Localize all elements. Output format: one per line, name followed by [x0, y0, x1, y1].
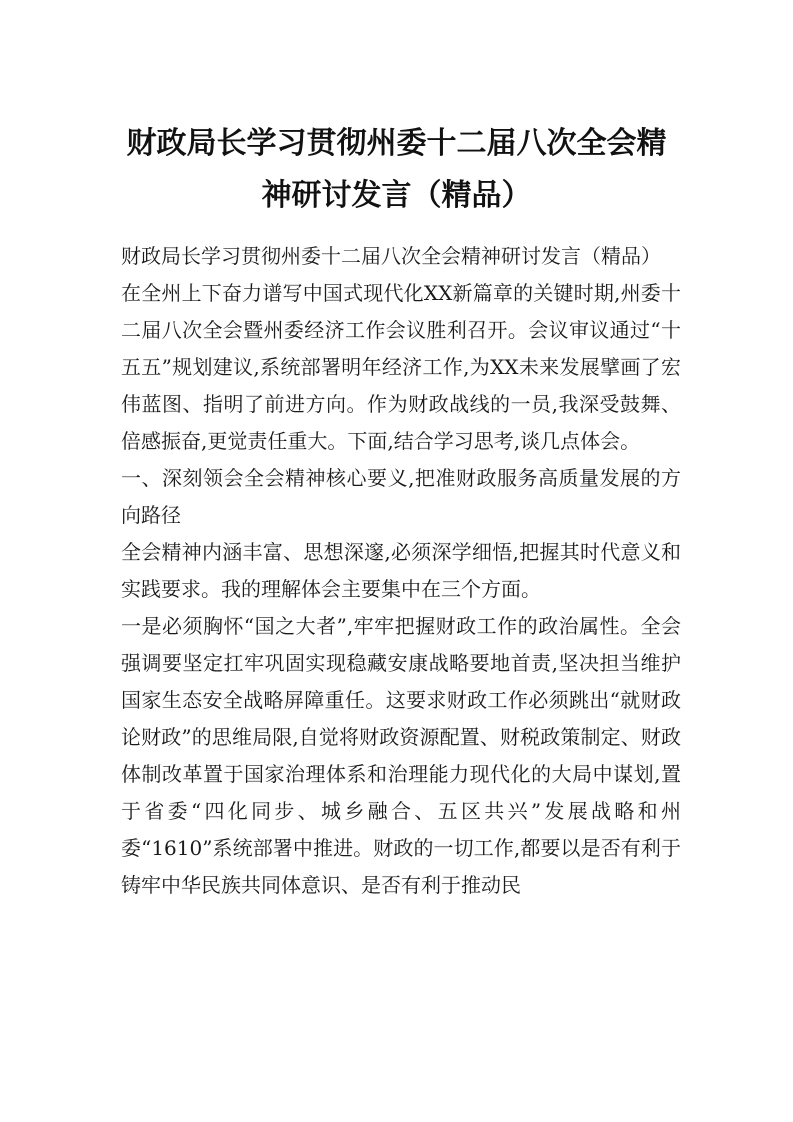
paragraph-repeat-title: 财政局长学习贯彻州委十二届八次全会精神研讨发言（精品）	[121, 244, 661, 268]
title-line-1: 财政局长学习贯彻州委十二届八次全会精	[126, 126, 667, 161]
document-title	[100, 118, 693, 222]
paragraph-point-1: 一是必须胸怀“国之大者”,牢牢把握财政工作的政治属性。全会强调要坚定扛牢巩固实现稳藏安康战略要地首责,坚决担当维护国家生态安全战略屏障重任。这要求财政工作必须跳出“就财政论财政”的思维局限,自觉将财政资源配置、财税政策制定、财政体制改革置于国家治理体系和治理能力现代化的大局中谋划,置于省委“四化同步、城乡融合、五区共兴”发展战略和州委“1610”系统部署中推进。财政的一切工作,都要以是否有利于铸牢中华民族共同体意识、是否有利于推动民	[121, 614, 681, 897]
paragraph-intro: 在全州上下奋力谱写中国式现代化XX新篇章的关键时期,州委十二届八次全会暨州委经济工作会议胜利召开。会议审议通过“十五五”规划建议,系统部署明年经济工作,为XX未来发展擘画了宏伟蓝图、指明了前进方向。作为财政战线的一员,我深受鼓舞、倍感振奋,更觉责任重大。下面,结合学习思考,谈几点体会。	[121, 281, 681, 453]
paragraph-section-1-intro: 全会精神内涵丰富、思想深邃,必须深学细悟,把握其时代意义和实践要求。我的理解体会主要集中在三个方面。	[121, 540, 681, 601]
document-body	[121, 238, 681, 904]
title-line-2: 神研讨发言（精品）	[261, 178, 532, 213]
section-heading-1: 一、深刻领会全会精神核心要义,把准财政服务高质量发展的方向路径	[121, 466, 681, 527]
